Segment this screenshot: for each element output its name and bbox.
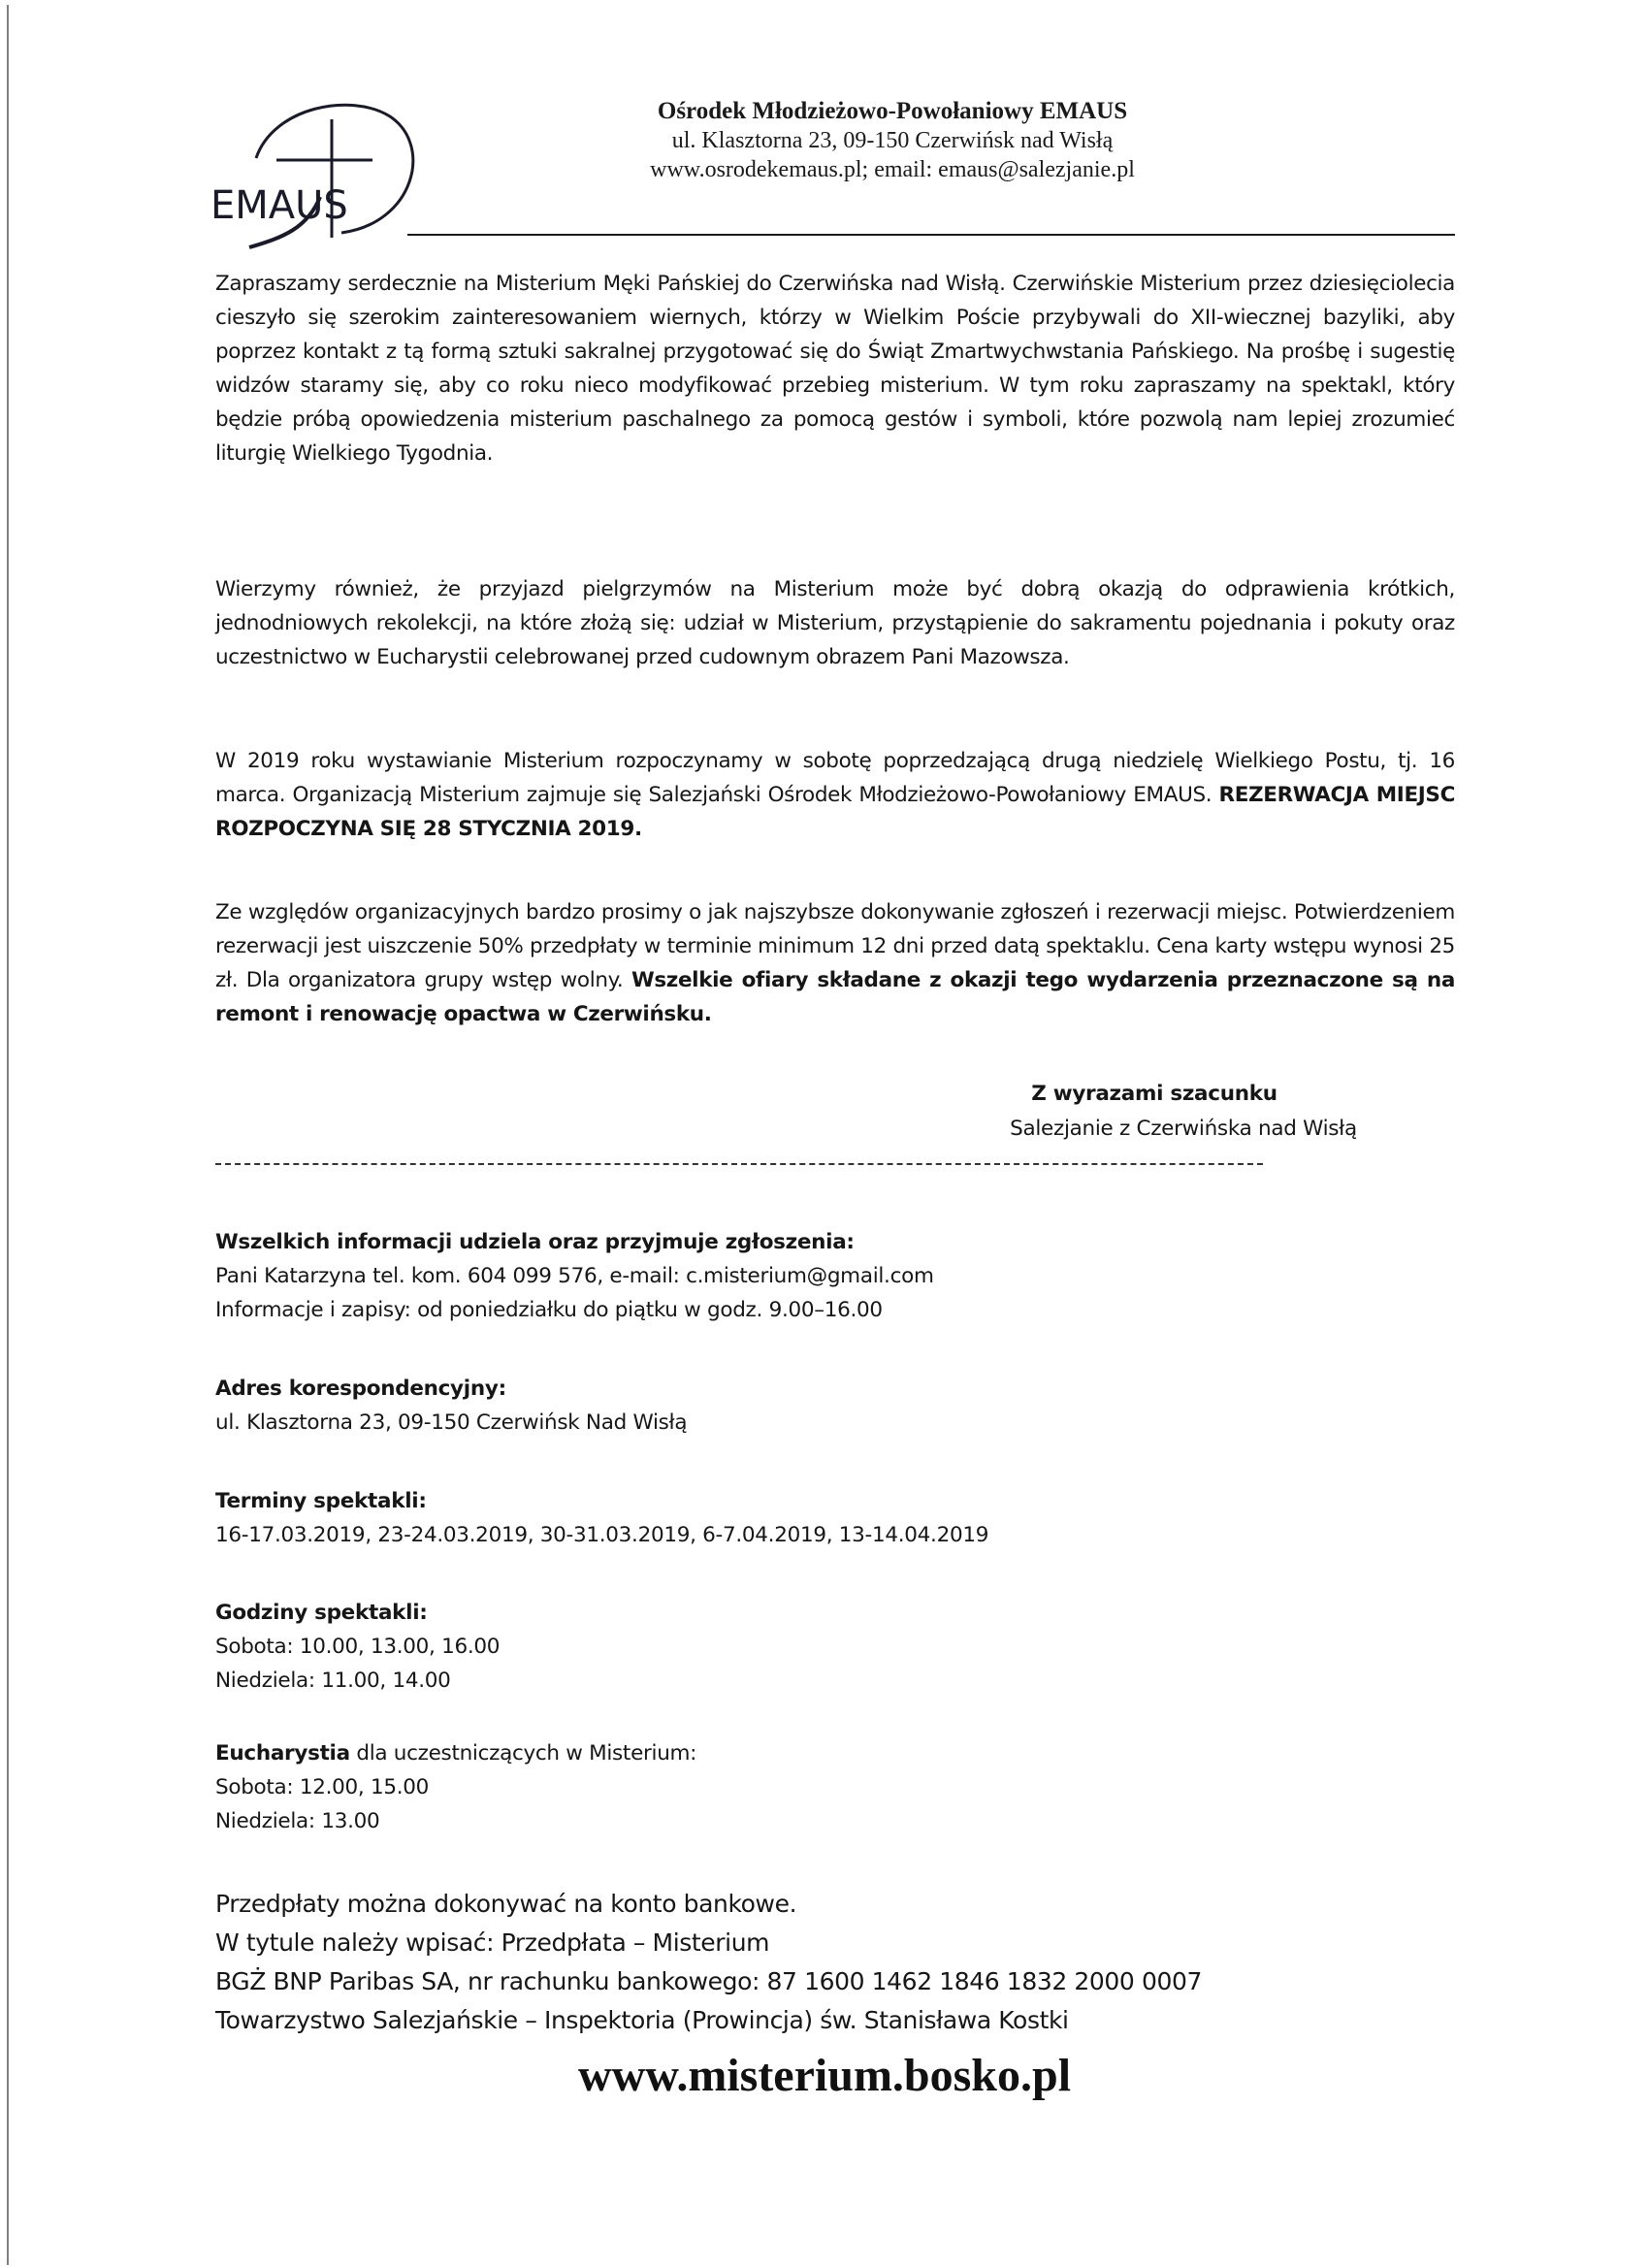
organization-contact: www.osrodekemaus.pl; email: emaus@salezjanie.pl	[650, 157, 1135, 182]
donation-notice: Wszelkie ofiary składane z okazji tego wydarzenia przeznaczone są na remont i renowację opactwa w Czerwińsku.	[215, 968, 1455, 1026]
signature: Salezjanie z Czerwińska nad Wisłą	[1010, 1117, 1357, 1141]
dates-section: Terminy spektakli: 16-17.03.2019, 23-24.03.2019, 30-31.03.2019, 6-7.04.2019, 13-14.04.2019	[215, 1489, 989, 1547]
scan-edge-line	[7, 5, 9, 2265]
letter-paragraph-1: Zapraszamy serdecznie na Misterium Męki Pańskiej do Czerwińska nad Wisłą. Czerwińskie Misterium przez dziesięciolecia cieszyło się szerokim zainteresowaniem wiernych, którzy w Wielkim Poście przybywali do XII-wiecznej bazyliki, aby poprzez kontakt z tą formą sztuki sakralnej przygotować się do Świąt Zmartwychwstania Pańskiego. Na prośbę i sugestię widzów staramy się, aby co roku nieco modyfikować przebieg misterium. W tym roku zapraszamy na spektakl, który będzie próbą opowiedzenia misterium paschalnego za pomocą gestów i symboli, które pozwolą nam lepiej zrozumieć liturgię Wielkiego Tygodnia.	[215, 272, 1455, 466]
times-section: Godziny spektakli: Sobota: 10.00, 13.00, 16.00 Niedziela: 11.00, 14.00	[215, 1601, 501, 1693]
bank-account: BGŻ BNP Paribas SA, nr rachunku bankowego: 87 1600 1462 1846 1832 2000 0007	[215, 1967, 1202, 1995]
letter-paragraph-3: W 2019 roku wystawianie Misterium rozpoczynamy w sobotę poprzedzającą drugą niedzielę Wielkiego Postu, tj. 16 marca. Organizacją Misterium zajmuje się Salezjański Ośrodek Młodzieżowo-Powołaniowy EMAUS. REZERWACJA MIEJSC ROZPOCZYNA SIĘ 28 STYCZNIA 2019.	[215, 749, 1455, 841]
contact-section: Wszelkich informacji udziela oraz przyjmuje zgłoszenia: Pani Katarzyna tel. kom. 604 099 576, e-mail: c.misterium@gmail.com Informacje i zapisy: od poniedziałku do piątku w godz. 9.00–16.00	[215, 1225, 1282, 1327]
letter-paragraph-4: Ze względów organizacyjnych bardzo prosimy o jak najszybsze dokonywanie zgłoszeń i rezerwacji miejsc. Potwierdzeniem rezerwacji jest uiszczenie 50% przedpłaty w terminie minimum 12 dni przed datą spektaklu. Cena karty wstępu wynosi 25 zł. Dla organizatora grupy wstęp wolny. Wszelkie ofiary składane z okazji tego wydarzenia przeznaczone są na remont i renowację opactwa w Czerwińsku.	[215, 900, 1455, 1026]
closing: Z wyrazami szacunku	[1031, 1082, 1277, 1106]
reservation-notice: REZERWACJA MIEJSC ROZPOCZYNA SIĘ 28 STYCZNIA 2019.	[215, 783, 1455, 841]
emaus-cross-icon	[206, 92, 429, 257]
letterhead	[407, 97, 1377, 184]
header-rule	[407, 234, 1455, 236]
svg-text:EMAUS: EMAUS	[210, 183, 348, 228]
address-section: Adres korespondencyjny: ul. Klasztorna 23, 09-150 Czerwińsk Nad Wisłą	[215, 1377, 688, 1435]
contact-details[interactable]: Pani Katarzyna tel. kom. 604 099 576, e-mail: c.misterium@gmail.com	[215, 1264, 934, 1288]
dashed-separator	[215, 1163, 1263, 1165]
website-link[interactable]: www.misterium.bosko.pl	[577, 2050, 1072, 2101]
organization-address: ul. Klasztorna 23, 09-150 Czerwińsk nad Wisłą	[671, 128, 1114, 153]
emaus-logo	[206, 92, 429, 257]
bank-section: Przedpłaty można dokonywać na konto bankowe. W tytule należy wpisać: Przedpłata – Misterium BGŻ BNP Paribas SA, nr rachunku bankowego: 87 1600 1462 1846 1832 2000 0007 Towarzystwo Salezjańskie – Inspektoria (Prowincja) św. Stanisława Kostki	[215, 1885, 1282, 2040]
organization-name: Ośrodek Młodzieżowo-Powołaniowy EMAUS	[657, 98, 1128, 124]
mass-section: Eucharystia dla uczestniczących w Misterium: Sobota: 12.00, 15.00 Niedziela: 13.00	[215, 1741, 697, 1833]
letter-paragraph-2: Wierzymy również, że przyjazd pielgrzymów na Misterium może być dobrą okazją do odprawienia krótkich, jednodniowych rekolekcji, na które złożą się: udział w Misterium, przystąpienie do sakramentu pojednania i pokuty oraz uczestnictwo w Eucharystii celebrowanej przed cudownym obrazem Pani Mazowsza.	[215, 577, 1455, 669]
